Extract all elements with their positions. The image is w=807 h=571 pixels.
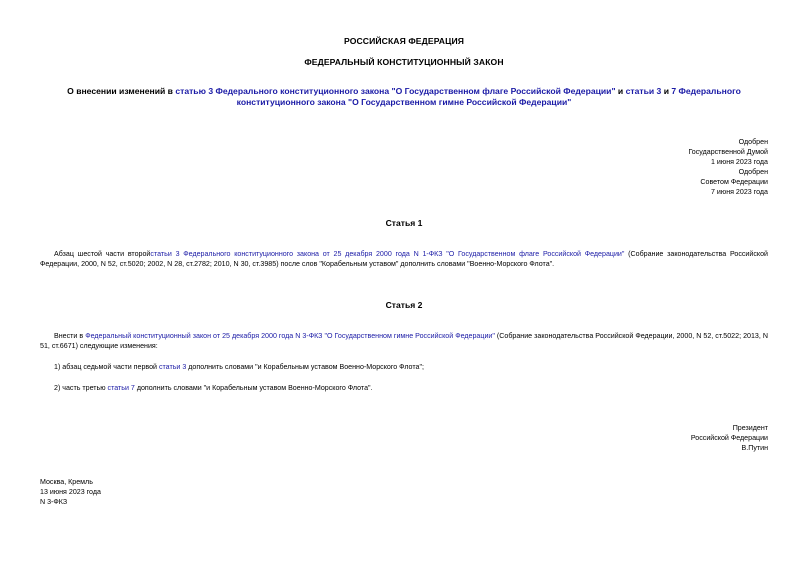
law-number-line: N 3-ФКЗ <box>40 498 68 507</box>
approval-line: Советом Федерации <box>700 178 768 187</box>
approval-block <box>688 137 768 198</box>
place-date-block <box>40 477 101 507</box>
item1-text-after: дополнить словами "и Корабельным уставом Военно-Морского Флота"; <box>186 363 424 371</box>
article2-item-1 <box>54 362 768 372</box>
item2-text-after: дополнить словами "и Корабельным уставом Военно-Морского Флота". <box>134 384 373 392</box>
item1-link-article3[interactable]: статьи 3 <box>158 363 187 371</box>
country-heading: РОССИЙСКАЯ ФЕДЕРАЦИЯ <box>343 36 465 46</box>
law-type-heading: ФЕДЕРАЛЬНЫЙ КОНСТИТУЦИОННЫЙ ЗАКОН <box>304 57 504 67</box>
signature-block <box>691 423 768 453</box>
approval-line: 7 июня 2023 года <box>711 188 768 197</box>
title-middle: и <box>615 86 626 96</box>
article2-text-before: Внести в <box>54 332 86 340</box>
article1-link-flag-law[interactable]: статьи 3 Федерального конституционного закона от 25 декабря 2000 года N 1-ФКЗ "О Государственном флаге Российской Федерации" <box>150 250 625 258</box>
signature-line: В.Путин <box>741 444 768 453</box>
article1-text-after: (Собрание законодательства Российской Федерации, 2000, N 52, ст.5020; 2002, N 28, ст.2782; 2010, N 30, ст.3985) после слов "Корабельным уставом" дополнить словами "Военно-Морского Флота". <box>40 250 768 269</box>
item1-text-before: 1) абзац седьмой части первой <box>54 363 159 371</box>
article2-heading: Статья 2 <box>385 300 423 310</box>
signature-line: Президент <box>732 424 768 432</box>
article2-text-after: (Собрание законодательства Российской Федерации, 2000, N 52, ст.5022; 2013, N 51, ст.6671) следующие изменения: <box>40 332 768 351</box>
place-line: Москва, Кремль <box>40 478 93 486</box>
article1-paragraph <box>40 249 768 269</box>
article1-heading: Статья 1 <box>385 218 423 228</box>
article2-item-2 <box>54 383 768 393</box>
date-line: 13 июня 2023 года <box>40 488 101 497</box>
article2-paragraph <box>40 331 768 351</box>
title-link-article3[interactable]: статьи 3 <box>625 86 662 96</box>
signature-line: Российской Федерации <box>690 434 768 443</box>
approval-line: 1 июня 2023 года <box>711 158 768 167</box>
article2-link-anthem-law[interactable]: Федеральный конституционный закон от 25 декабря 2000 года N 3-ФКЗ "О Государственном гимне Российской Федерации" <box>85 332 495 340</box>
title-and: и <box>661 86 672 96</box>
title-link-anthem-law[interactable]: 7 Федерального конституционного закона "О Государственном гимне Российской Федерации" <box>236 86 741 107</box>
title-prefix: О внесении изменений в <box>67 86 176 96</box>
approval-line: Государственной Думой <box>688 148 768 157</box>
item2-text-before: 2) часть третью <box>54 384 108 392</box>
document-title <box>40 86 768 108</box>
article1-text-before: Абзац шестой части второй <box>54 250 151 258</box>
item2-link-article7[interactable]: статьи 7 <box>107 384 135 392</box>
title-link-flag-law[interactable]: статью 3 Федерального конституционного закона "О Государственном флаге Российской Федерации" <box>175 86 616 96</box>
approval-line: Одобрен <box>738 138 768 146</box>
approval-line: Одобрен <box>738 168 768 177</box>
